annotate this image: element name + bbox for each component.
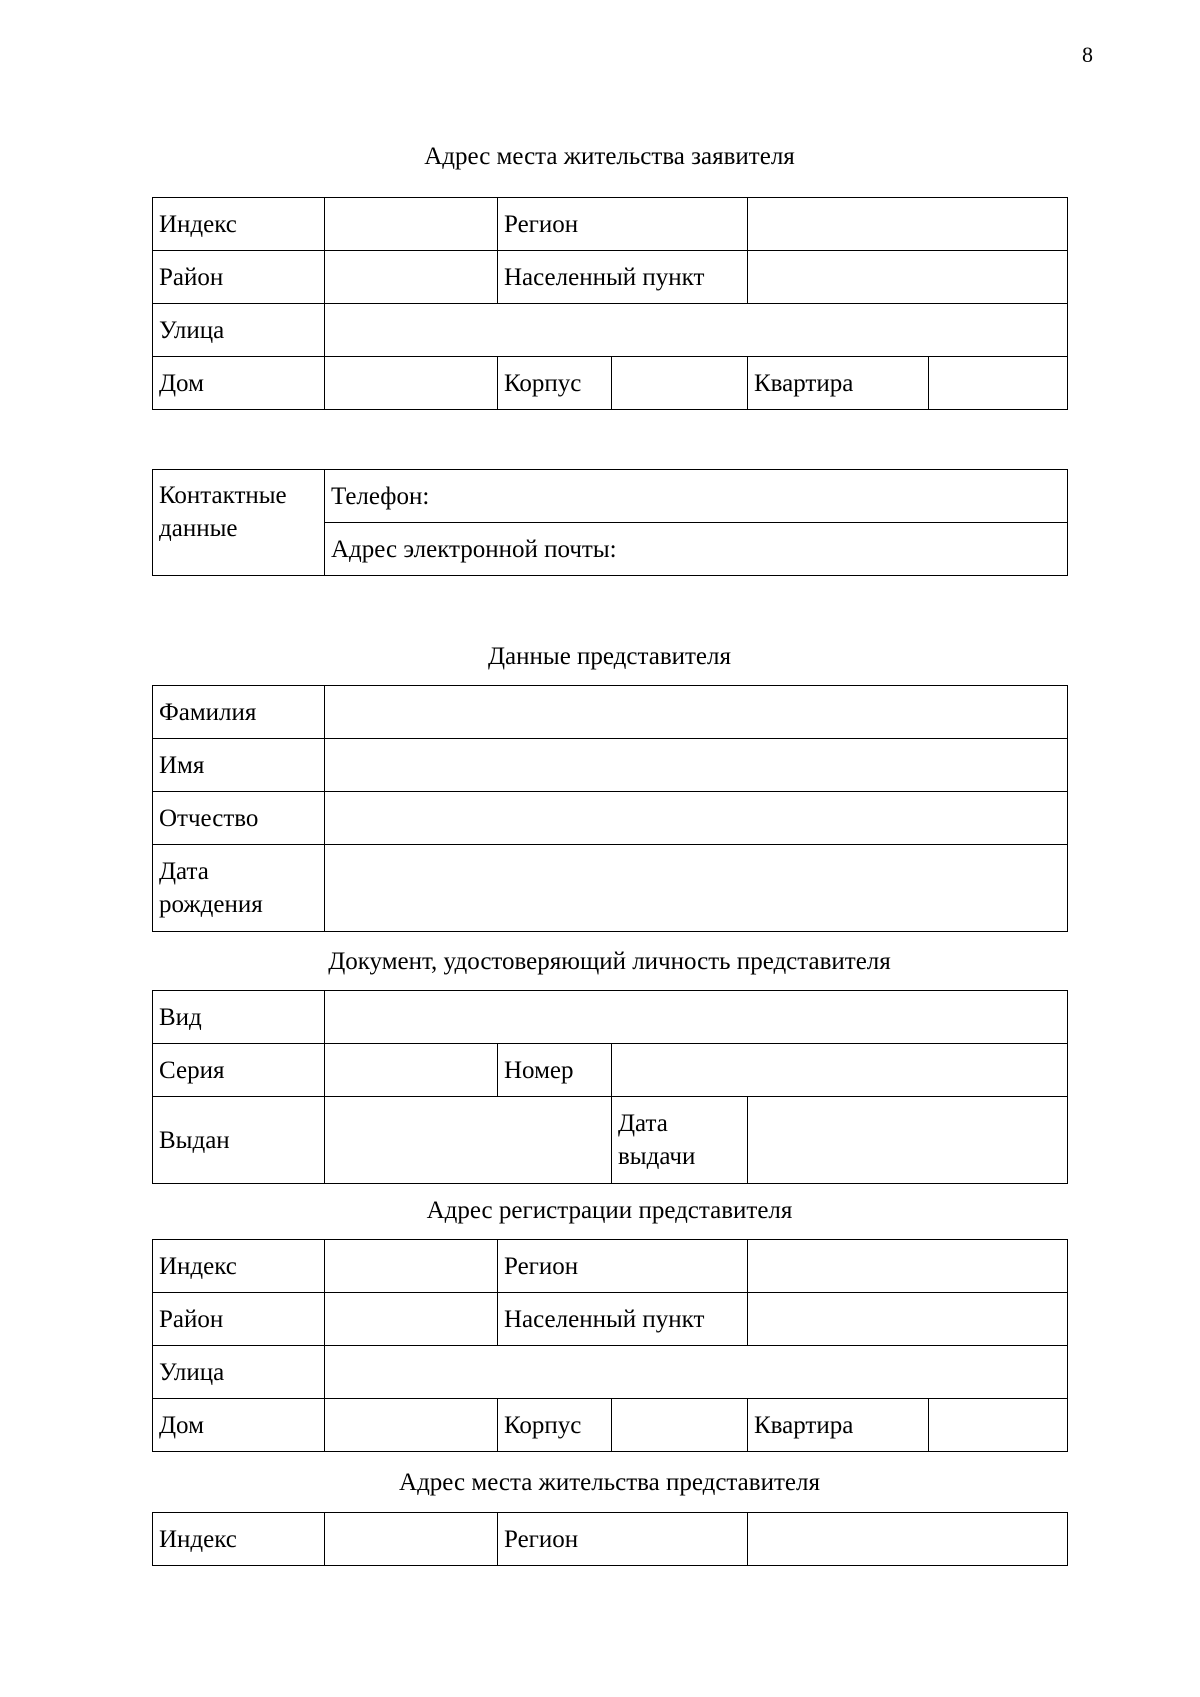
section-title-representative: Данные представителя	[487, 643, 732, 670]
label-building: Корпус	[498, 1399, 612, 1452]
label-doc-type: Вид	[153, 991, 325, 1044]
contacts-table	[152, 469, 1068, 576]
field-number[interactable]	[612, 1044, 1068, 1097]
field-house[interactable]	[325, 357, 498, 410]
label-house: Дом	[153, 1399, 325, 1452]
field-region[interactable]	[748, 1513, 1068, 1566]
label-locality: Населенный пункт	[498, 251, 748, 304]
field-surname[interactable]	[325, 686, 1068, 739]
label-number: Номер	[498, 1044, 612, 1097]
label-surname: Фамилия	[153, 686, 325, 739]
label-building: Корпус	[498, 357, 612, 410]
field-district[interactable]	[325, 251, 498, 304]
residence-rep-table	[152, 1512, 1068, 1566]
field-region[interactable]	[748, 1240, 1068, 1293]
label-region: Регион	[498, 1513, 748, 1566]
label-house: Дом	[153, 357, 325, 410]
field-issue-date[interactable]	[748, 1097, 1068, 1184]
label-contacts: Контактные данные	[153, 470, 325, 576]
applicant-residence-table	[152, 197, 1068, 410]
label-district: Район	[153, 251, 325, 304]
label-series: Серия	[153, 1044, 325, 1097]
label-street: Улица	[153, 304, 325, 357]
label-index: Индекс	[153, 1240, 325, 1293]
field-street[interactable]	[325, 1346, 1068, 1399]
registration-rep-table	[152, 1239, 1068, 1452]
label-name: Имя	[153, 739, 325, 792]
section-title-id-document: Документ, удостоверяющий личность представителя	[328, 948, 891, 975]
label-region: Регион	[498, 1240, 748, 1293]
label-street: Улица	[153, 1346, 325, 1399]
label-district: Район	[153, 1293, 325, 1346]
label-locality: Населенный пункт	[498, 1293, 748, 1346]
id-document-table	[152, 990, 1068, 1184]
field-index[interactable]	[325, 1240, 498, 1293]
field-apartment[interactable]	[929, 357, 1068, 410]
label-patronymic: Отчество	[153, 792, 325, 845]
page-number: 8	[1082, 42, 1093, 67]
field-birth-date[interactable]	[325, 845, 1068, 932]
field-region[interactable]	[748, 198, 1068, 251]
section-title-residence-rep: Адрес места жительства представителя	[399, 1469, 820, 1496]
field-house[interactable]	[325, 1399, 498, 1452]
field-issued-by[interactable]	[325, 1097, 612, 1184]
section-title-registration-rep: Адрес регистрации представителя	[426, 1197, 793, 1224]
label-index: Индекс	[153, 198, 325, 251]
label-issue-date: Дата выдачи	[612, 1097, 748, 1184]
label-issued-by: Выдан	[153, 1097, 325, 1184]
field-locality[interactable]	[748, 251, 1068, 304]
label-apartment: Квартира	[748, 1399, 929, 1452]
field-index[interactable]	[325, 1513, 498, 1566]
label-birth-date: Дата рождения	[153, 845, 325, 932]
field-series[interactable]	[325, 1044, 498, 1097]
field-apartment[interactable]	[929, 1399, 1068, 1452]
field-email[interactable]: Адрес электронной почты:	[325, 523, 1068, 576]
label-apartment: Квартира	[748, 357, 929, 410]
field-building[interactable]	[612, 1399, 748, 1452]
field-street[interactable]	[325, 304, 1068, 357]
field-phone[interactable]: Телефон:	[325, 470, 1068, 523]
representative-table	[152, 685, 1068, 932]
field-district[interactable]	[325, 1293, 498, 1346]
field-doc-type[interactable]	[325, 991, 1068, 1044]
field-name[interactable]	[325, 739, 1068, 792]
field-index[interactable]	[325, 198, 498, 251]
label-region: Регион	[498, 198, 748, 251]
field-building[interactable]	[612, 357, 748, 410]
field-patronymic[interactable]	[325, 792, 1068, 845]
label-index: Индекс	[153, 1513, 325, 1566]
field-locality[interactable]	[748, 1293, 1068, 1346]
section-title-applicant-residence: Адрес места жительства заявителя	[424, 143, 795, 170]
